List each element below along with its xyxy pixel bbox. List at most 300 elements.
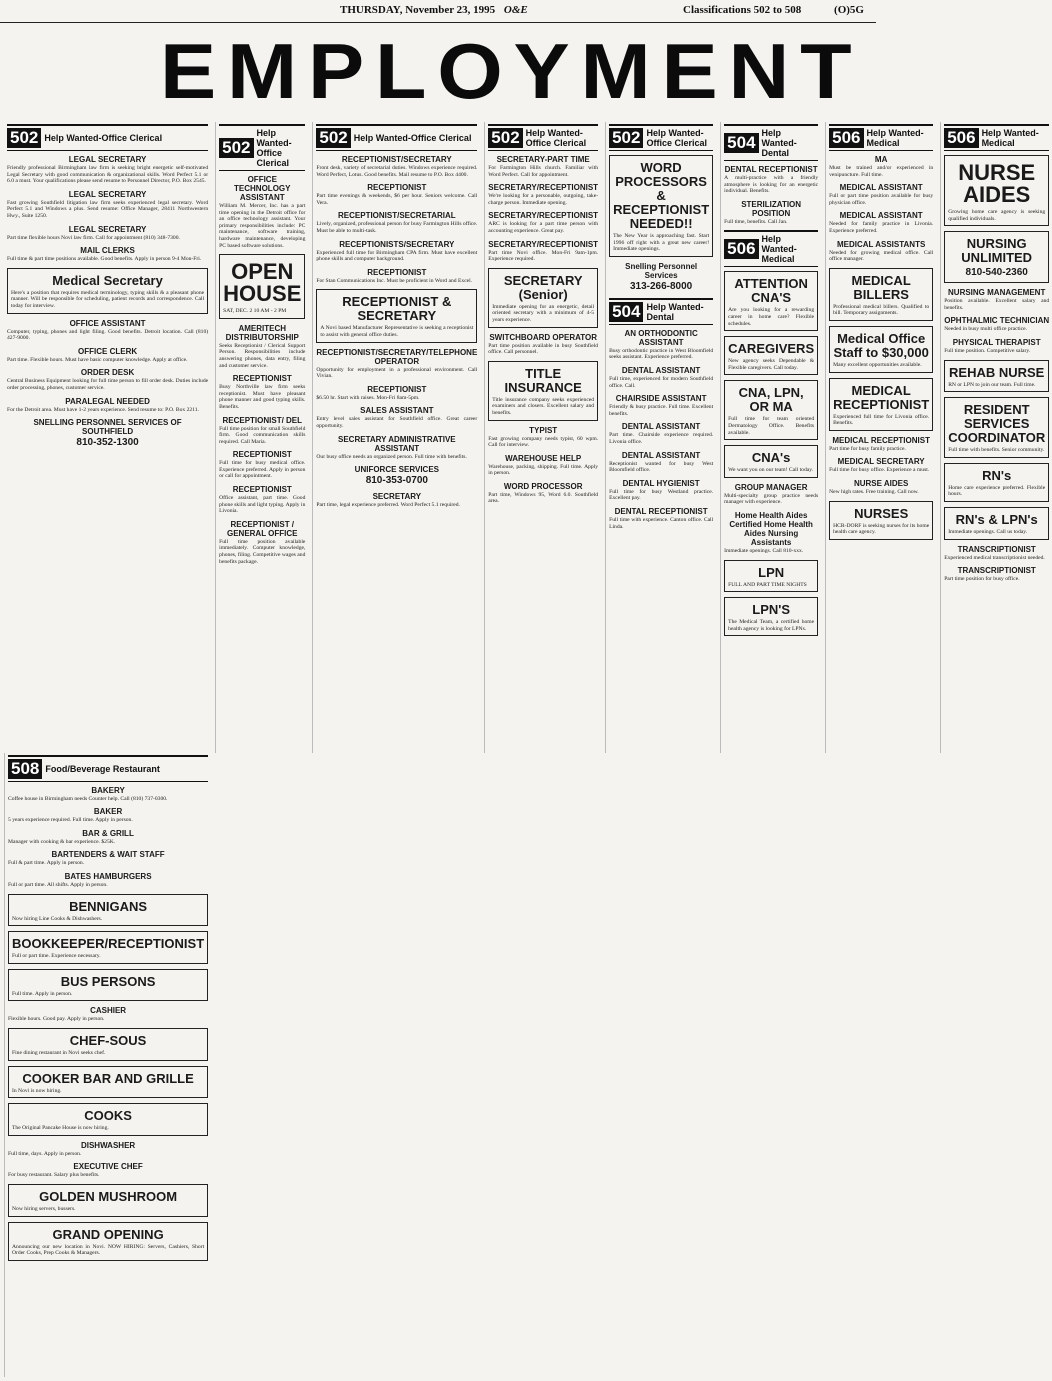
ad-heading: OPEN HOUSE xyxy=(223,259,302,307)
classified-ad xyxy=(724,271,818,331)
ad-body: The Original Pancake House is now hiring. xyxy=(12,1125,109,1132)
ad-heading: RESIDENT SERVICES COORDINATOR xyxy=(948,402,1046,446)
classified-ad xyxy=(944,360,1049,393)
classified-column xyxy=(720,122,821,753)
ad-heading: RECEPTIONIST xyxy=(367,183,427,193)
classified-ad xyxy=(8,850,208,867)
classified-ad xyxy=(609,451,713,474)
classified-ad xyxy=(944,288,1049,311)
category-header xyxy=(7,124,208,151)
ad-body: Full or part time position available for busy physician office. xyxy=(829,193,934,206)
category-number: 504 xyxy=(609,302,643,322)
classified-ad xyxy=(829,155,933,178)
ad-heading: CASHIER xyxy=(90,1006,127,1016)
ad-heading: OFFICE ASSISTANT xyxy=(69,318,146,328)
ad-heading: SECRETARY (Senior) xyxy=(503,272,583,302)
category-number: 502 xyxy=(7,128,41,148)
ad-heading: MEDICAL SECRETARY xyxy=(837,457,925,467)
ad-heading: SNELLING PERSONNEL SERVICES OF SOUTHFIELD xyxy=(33,418,182,437)
ad-body: Front desk, variety of secretarial duties. Windows experience required. Word Perfect, Lotus. Good benefits. Mail resume to P.O. Box 4400. xyxy=(316,165,478,178)
classified-column xyxy=(940,122,1052,753)
ad-heading: BATES HAMBURGERS xyxy=(64,871,152,881)
classified-ad xyxy=(7,246,208,263)
ad-heading: SWITCHBOARD OPERATOR xyxy=(489,332,598,342)
classified-ad xyxy=(219,254,305,319)
classified-ad xyxy=(316,492,477,509)
category-number: 506 xyxy=(944,128,978,148)
ad-heading: GROUP MANAGER xyxy=(734,482,808,492)
ad-heading: MEDICAL ASSISTANT xyxy=(839,211,923,221)
ad-heading: RN's xyxy=(982,467,1012,483)
category-name: Help Wanted-Medical xyxy=(761,234,797,265)
page-header xyxy=(0,0,876,23)
ad-body: Experienced medical transcriptionist needed. xyxy=(944,554,1045,561)
classified-ad xyxy=(488,454,598,477)
ad-heading: RECEPTIONIST & SECRETARY xyxy=(342,294,452,324)
ad-heading: SECRETARY xyxy=(372,492,422,502)
classified-ad xyxy=(724,336,818,375)
classified-ad xyxy=(8,1184,208,1217)
category-header xyxy=(609,298,713,325)
ad-heading: GRAND OPENING xyxy=(52,1226,164,1242)
ad-body: We're looking for a personable, outgoing, take-charge person. Immediate opening. xyxy=(488,193,599,206)
category-number: 506 xyxy=(724,239,758,259)
classified-ad xyxy=(316,211,477,234)
ad-heading: BARTENDERS & WAIT STAFF xyxy=(51,850,165,860)
ad-body: Full time, benefits. Call Jan. xyxy=(724,218,788,225)
classified-ad xyxy=(219,175,305,249)
category-name: Help Wanted-Office Clerical xyxy=(646,128,707,148)
ad-body: Entry level sales assistant for Southfield office. Great career opportunity. xyxy=(316,416,478,429)
category-name: Help Wanted-Medical xyxy=(866,128,924,148)
category-number: 504 xyxy=(724,133,758,153)
ad-body: FULL AND PART TIME NIGHTS xyxy=(728,581,807,588)
ad-heading: STERILIZATION POSITION xyxy=(741,199,802,218)
ad-body: Office assistant, part time. Good phone skills and light typing. Apply in Livonia. xyxy=(219,495,306,515)
ad-heading: EXECUTIVE CHEF xyxy=(73,1162,143,1172)
classified-ad xyxy=(488,155,598,178)
classified-ad xyxy=(7,190,208,220)
ad-body: Central Business Equipment looking for full time person to fill order desk. Duties include order processing, phones, customer service. xyxy=(7,378,209,391)
classified-ad xyxy=(488,426,598,449)
ad-heading: RECEPTIONIST xyxy=(232,450,292,460)
classified-ad xyxy=(829,326,933,373)
ad-body: Needed for growing medical office. Call office manager. xyxy=(829,249,934,263)
ad-heading: CHAIRSIDE ASSISTANT xyxy=(615,394,707,404)
classified-ad xyxy=(219,450,305,480)
ad-heading: AMERITECH DISTRIBUTORSHIP xyxy=(225,323,299,342)
ad-heading: REHAB NURSE xyxy=(949,364,1045,380)
ad-body: Seeks Receptionist / Clerical Support Person. Responsibilities include answering phones, data entry, filing and customer service. xyxy=(219,342,306,369)
ad-body: 5 years experience required. Full time. Apply in person. xyxy=(8,817,133,824)
ad-body: RN or LPN to join our team. Full time. xyxy=(948,381,1036,388)
classified-ad xyxy=(316,289,477,342)
ad-body: For the Detroit area. Must have 1-2 years experience. Send resume to: P.O. Box 2211. xyxy=(7,406,199,413)
classified-column xyxy=(4,753,211,1377)
ad-body: Friendly professional Birmingham law firm is seeking bright energetic self-motivated Legal Secretary with good communication & organizational skills. Word Perfect 5.1 or 6.0 a must. Your qualifications please send resume to Personnel Director, P.O. Box 2545. xyxy=(7,165,209,185)
ad-heading: MEDICAL BILLERS xyxy=(851,272,911,302)
ad-body: Full time & part time positions available. Good benefits. Apply in person 9-4 Mon-Fri. xyxy=(7,256,202,263)
ad-body: Full & part time. Apply in person. xyxy=(8,860,85,867)
ad-heading: SECRETARY/RECEPTIONIST xyxy=(488,183,599,193)
ad-body: Now hiring Line Cooks & Dishwashers. xyxy=(12,915,103,922)
ad-heading: RN's & LPN's xyxy=(955,511,1038,527)
ad-body: Coffee house in Birmingham needs Counter help. Call (810) 737-0300. xyxy=(8,795,168,802)
ad-heading: RECEPTIONIST/SECRETARY xyxy=(341,155,452,164)
ad-body: Full time for team oriented Dermatology Office. Benefits available. xyxy=(728,416,815,436)
classified-ad xyxy=(829,378,933,431)
classified-ad xyxy=(8,1162,208,1179)
ad-body: Part time position for busy office. xyxy=(944,576,1020,583)
ad-heading: MAIL CLERKS xyxy=(80,246,135,256)
classified-ad xyxy=(7,347,208,364)
ad-heading: OFFICE TECHNOLOGY ASSISTANT xyxy=(234,175,291,202)
classified-ad xyxy=(219,416,305,446)
ad-heading: SECRETARY ADMINISTRATIVE ASSISTANT xyxy=(338,434,456,453)
ad-body: Manager with cooking & bar experience. $25K. xyxy=(8,838,116,845)
classified-ad xyxy=(7,368,208,391)
category-header xyxy=(944,124,1049,151)
ad-body: Part time for busy family practice. xyxy=(829,445,906,452)
ad-heading: MEDICAL RECEPTIONIST xyxy=(832,435,930,445)
ad-heading: ATTENTION CNA'S xyxy=(734,276,808,306)
header-date: THURSDAY, November 23, 1995 O&E xyxy=(340,4,528,16)
classified-columns xyxy=(4,122,1050,1377)
ad-heading: LPN xyxy=(758,564,785,580)
classified-ad xyxy=(724,445,818,478)
ad-heading: LEGAL SECRETARY xyxy=(68,224,147,234)
ad-heading: RECEPTIONIST/ DEL xyxy=(222,415,303,425)
ad-body: Our busy office needs an organized person. Full time with benefits. xyxy=(316,453,467,460)
ad-phone: 810-353-0700 xyxy=(365,475,428,487)
ad-heading: LEGAL SECRETARY xyxy=(68,189,147,199)
classified-ad xyxy=(829,211,933,234)
classified-ad xyxy=(316,155,477,178)
category-name: Help Wanted-Medical xyxy=(981,128,1039,148)
ad-heading: BENNIGANS xyxy=(69,898,148,914)
classified-ad xyxy=(316,268,477,285)
classified-ad xyxy=(8,872,208,889)
ad-body: Friendly & busy practice. Full time. Excellent benefits. xyxy=(609,404,714,417)
ad-heading: CHEF-SOUS xyxy=(69,1032,147,1048)
classified-ad xyxy=(488,482,598,505)
classified-ad xyxy=(7,397,208,414)
classified-ad xyxy=(8,786,208,803)
category-number: 508 xyxy=(8,759,42,779)
ad-heading: OFFICE CLERK xyxy=(78,346,138,356)
ad-body: Needed in busy multi office practice. xyxy=(944,326,1028,333)
classified-ad xyxy=(944,316,1049,333)
classified-column xyxy=(825,122,936,753)
ad-heading: Medical Office Staff to $30,000 xyxy=(833,330,929,360)
ad-body: The Medical Team, a certified home health agency is looking for LPNs. xyxy=(728,619,815,632)
classified-ad xyxy=(609,507,713,530)
classified-ad xyxy=(316,385,477,402)
ad-body: ARC is looking for a part time person with accounting experience. Great pay. xyxy=(488,221,599,234)
ad-body: Lively, organized, professional person for busy Farmington Hills office. Must be able to multi-task. xyxy=(316,221,478,234)
classified-ad xyxy=(944,566,1049,583)
category-header xyxy=(8,755,208,782)
ad-body: Announcing our new location in Novi. NOW HIRING: Servers, Cashiers, Short Order Cooks, Prep Cooks & Managers. xyxy=(12,1243,205,1257)
ad-heading: RECEPTIONIST xyxy=(232,374,292,384)
category-header xyxy=(609,124,713,151)
category-header xyxy=(219,124,305,171)
category-name: Help Wanted-Office Clerical xyxy=(256,128,292,168)
category-name: Help Wanted-Office Clerical xyxy=(44,133,163,143)
ad-body: Receptionist wanted for busy West Bloomfield office. xyxy=(609,460,714,474)
ad-phone: 810-352-1300 xyxy=(76,437,139,449)
classified-ad xyxy=(8,807,208,824)
classified-ad xyxy=(724,560,818,593)
ad-body: William M. Mercer, Inc. has a part time opening in the Detroit office for an office technology assistant. Your primary responsibilities include: PC maintenance, software training, hardware maintenance, developing PC based software solutions. xyxy=(219,203,306,249)
ad-heading: PARALEGAL NEEDED xyxy=(65,396,150,406)
classified-ad xyxy=(829,436,933,453)
ad-body: Immediate openings. Call us today. xyxy=(948,528,1028,535)
ad-heading: RECEPTIONISTS/SECRETARY xyxy=(339,239,455,249)
classified-ad xyxy=(316,348,477,380)
ad-heading: RECEPTIONIST/SECRETARIAL xyxy=(338,211,456,221)
ad-heading: LEGAL SECRETARY xyxy=(68,155,147,164)
ad-heading: COOKER BAR AND GRILLE xyxy=(22,1070,194,1086)
ad-body: SAT, DEC. 2 10 AM - 2 PM xyxy=(223,308,287,315)
ad-body: Full time with experience. Canton office. Call Linda. xyxy=(609,516,714,530)
ad-body: Home care experience preferred. Flexible hours. xyxy=(948,484,1046,498)
ad-body: Experienced full time for Birmingham CPA firm. Must have excellent phone skills and computer background. xyxy=(316,249,478,263)
classified-ad xyxy=(8,1103,208,1136)
ad-body: Warehouse, packing, shipping. Full time. Apply in person. xyxy=(488,463,599,477)
ad-heading: WAREHOUSE HELP xyxy=(505,453,582,463)
classified-ad xyxy=(7,268,208,314)
ad-body: Full time for busy medical office. Experience preferred. Apply in person or call for appointment. xyxy=(219,460,306,480)
classified-ad xyxy=(316,406,477,429)
ad-heading: CNA, LPN, OR MA xyxy=(738,385,804,415)
ad-heading: GOLDEN MUSHROOM xyxy=(39,1188,178,1204)
classified-ad xyxy=(829,479,933,496)
ad-heading: SECRETARY/RECEPTIONIST xyxy=(488,211,599,221)
ad-body: Must be trained and/or experienced in venipuncture. Full time. xyxy=(829,165,934,178)
ad-heading: TYPIST xyxy=(529,425,558,435)
classified-ad xyxy=(8,1066,208,1099)
classified-column xyxy=(312,122,480,753)
ad-body: Full time for busy office. Experience a must. xyxy=(829,467,930,474)
classified-ad xyxy=(219,485,305,515)
ad-heading: NURSES xyxy=(854,505,909,521)
classified-ad xyxy=(488,240,598,263)
ad-body: Immediate opening for an energetic, detail oriented secretary with a minimum of 4-5 years experience. xyxy=(492,303,595,323)
ad-body: Part time position available in busy Southfield office. Call personnel. xyxy=(488,342,599,356)
ad-body: Full time. Apply in person. xyxy=(12,990,73,997)
ad-body: Full time with benefits. Senior community. xyxy=(948,447,1045,454)
category-header xyxy=(724,124,818,161)
ad-heading: DENTAL RECEPTIONIST xyxy=(724,165,818,174)
ad-heading: NURSING UNLIMITED xyxy=(961,236,1033,266)
category-name: Help Wanted-Office Clerical xyxy=(353,133,472,143)
classified-ad xyxy=(219,374,305,410)
classified-ad xyxy=(609,422,713,445)
classified-ad xyxy=(8,969,208,1002)
ad-body: For busy restaurant. Salary plus benefits. xyxy=(8,1172,100,1179)
ad-heading: DENTAL HYGIENIST xyxy=(622,478,700,488)
classified-ad xyxy=(829,457,933,474)
classified-ad xyxy=(316,240,477,263)
ad-body: HCR-DORF is seeking nurses for its home health care agency. xyxy=(833,522,930,536)
classified-ad xyxy=(609,479,713,502)
ad-heading: RECEPTIONIST xyxy=(367,384,427,394)
ad-body: A Novi based Manufacturer Representative is seeking a receptionist to assist with general office duties. xyxy=(320,325,474,338)
ad-heading: NURSING MANAGEMENT xyxy=(948,288,1046,298)
banner-title: EMPLOYMENT xyxy=(160,27,863,115)
ad-heading: LPN'S xyxy=(752,602,791,618)
ad-body: Professional medical billers. Qualified to bill. Temporary assignments. xyxy=(833,303,930,317)
classified-ad xyxy=(8,894,208,927)
ad-body: Experienced full time for Livonia office. Benefits. xyxy=(833,413,930,427)
classified-ad xyxy=(316,183,477,206)
classified-ad xyxy=(219,324,305,369)
ad-body: Are you looking for a rewarding career in home care? Flexible schedules. xyxy=(728,307,815,327)
category-name: Help Wanted-Dental xyxy=(646,301,704,322)
header-right: Classifications 502 to 508 (O)5G xyxy=(683,4,864,16)
classified-ad xyxy=(829,240,933,263)
ad-body: Full or part time. Experience necessary. xyxy=(12,953,101,960)
ad-body: For Farmington Hills church. Familiar with Word Perfect. Call for appointment. xyxy=(488,165,599,178)
ad-heading: RECEPTIONIST / GENERAL OFFICE xyxy=(226,519,298,538)
ad-heading: CAREGIVERS xyxy=(728,341,815,357)
classified-ad xyxy=(7,225,208,242)
ad-heading: DENTAL ASSISTANT xyxy=(621,450,701,460)
ad-body: Part time, legal experience preferred. Word Perfect 5.1 required. xyxy=(316,502,460,509)
ad-body: Computer, typing, phones and light filing. Good benefits. Detroit location. Call (810) 427-9000. xyxy=(7,328,209,342)
ad-body: In Novi is now hiring. xyxy=(12,1087,62,1094)
ad-heading: WORD PROCESSORS & RECEPTIONIST NEEDED!! xyxy=(613,160,710,231)
ad-body: Full time, days. Apply in person. xyxy=(8,1150,82,1157)
employment-banner xyxy=(90,27,863,118)
ad-body: Growing home care agency is seeking qualified individuals. xyxy=(948,209,1046,222)
category-header xyxy=(316,124,477,151)
ad-body: Immediate openings. Call 810-xxx. xyxy=(724,547,804,554)
classified-ad xyxy=(488,361,598,421)
ad-body: Part time Novi office. Mon-Fri 9am-1pm. Experience required. xyxy=(488,249,599,263)
ad-body: Full time position available immediately. Computer knowledge, phones, filing. Competitive wages and benefits package. xyxy=(219,538,306,565)
ad-body: Full time position. Competitive salary. xyxy=(944,347,1031,354)
ad-body: Part time. Chairside experience required. Livonia office. xyxy=(609,432,714,445)
ad-heading: MEDICAL ASSISTANT xyxy=(839,183,923,193)
ad-heading: AN ORTHODONTIC ASSISTANT xyxy=(624,328,698,347)
ad-heading: DENTAL ASSISTANT xyxy=(621,422,701,432)
classified-ad xyxy=(724,511,818,555)
ad-body: Opportunity for employment in a professional environment. Call Vivian. xyxy=(316,366,478,380)
ad-body: The New Year is approaching fast. Start 1996 off right with a great new career! Immediate openings. xyxy=(613,233,710,253)
ad-body: New high rates. Free training. Call now. xyxy=(829,488,919,495)
ad-heading: MEDICAL ASSISTANTS xyxy=(837,239,926,249)
category-header xyxy=(829,124,933,151)
ad-heading: MEDICAL RECEPTIONIST xyxy=(833,382,930,412)
classified-ad xyxy=(724,200,818,226)
classified-ad xyxy=(609,366,713,389)
classified-ad xyxy=(944,231,1049,283)
ad-heading: NURSE AIDES xyxy=(853,478,909,488)
ad-body: Part time. Flexible hours. Must have basic computer knowledge. Apply at office. xyxy=(7,356,188,363)
classified-ad xyxy=(7,418,208,449)
ad-heading: DISHWASHER xyxy=(80,1140,136,1150)
category-name: Help Wanted-Dental xyxy=(761,128,797,158)
ad-heading: BAKER xyxy=(93,807,123,817)
category-number: 502 xyxy=(219,138,253,158)
ad-heading: UNIFORCE SERVICES xyxy=(354,465,439,475)
ad-body: Part time flexible hours Novi law firm. Call for appointment (810) 348-7300. xyxy=(7,234,180,241)
ad-heading: WORD PROCESSOR xyxy=(503,481,583,491)
classified-ad xyxy=(609,329,713,361)
classified-ad xyxy=(8,1222,208,1261)
classified-ad xyxy=(488,183,598,206)
classified-ad xyxy=(488,333,598,356)
ad-heading: RECEPTIONIST/SECRETARY/TELEPHONE OPERATOR xyxy=(316,347,478,366)
ad-body: We want you on our team! Call today. xyxy=(728,467,814,474)
category-number: 502 xyxy=(316,128,350,148)
category-number: 506 xyxy=(829,128,863,148)
classified-ad xyxy=(7,319,208,342)
classified-ad xyxy=(7,155,208,185)
ad-heading: TRANSCRIPTIONIST xyxy=(957,544,1036,554)
ad-body: Full time, experienced for modern Southfield office. Call. xyxy=(609,375,714,389)
category-name: Food/Beverage Restaurant xyxy=(45,763,160,774)
classified-ad xyxy=(316,435,477,461)
classified-ad xyxy=(944,155,1049,226)
classified-ad xyxy=(724,165,818,195)
ad-body: Fine dining restaurant in Novi seeks chef. xyxy=(12,1049,106,1056)
ad-body: Many excellent opportunities available. xyxy=(833,361,922,368)
classified-ad xyxy=(944,545,1049,562)
ad-heading: DENTAL RECEPTIONIST xyxy=(614,506,708,516)
classified-ad xyxy=(724,483,818,506)
ad-heading: CNA's xyxy=(751,450,791,466)
ad-heading: DENTAL ASSISTANT xyxy=(621,365,701,375)
ad-heading: SECRETARY-PART TIME xyxy=(496,155,590,164)
category-name: Help Wanted-Office Clerical xyxy=(525,128,587,148)
ad-body: Fast growing company needs typist, 60 wpm. Call for interview. xyxy=(488,435,599,449)
classified-ad xyxy=(724,380,818,440)
ad-body: For Stan Communications Inc. Must be proficient in Word and Excel. xyxy=(316,277,473,284)
classified-ad xyxy=(8,1006,208,1023)
category-number: 502 xyxy=(488,128,522,148)
ad-body: Position available. Excellent salary and benefits. xyxy=(944,298,1050,311)
classified-ad xyxy=(944,507,1049,540)
classified-column xyxy=(605,122,716,753)
classified-ad xyxy=(829,268,933,321)
ad-heading: Home Health Aides Certified Home Health Aides Nursing Assistants xyxy=(729,510,813,547)
ad-heading: BAKERY xyxy=(91,785,125,795)
category-number: 502 xyxy=(609,128,643,148)
classified-ad xyxy=(944,397,1049,458)
classified-ad xyxy=(219,520,305,565)
ad-body: Title insurance company seeks experienced examiners and closers. Excellent salary and benefits. xyxy=(492,396,595,416)
ad-body: Busy Northville law firm seeks receptionist. Must have pleasant phone manner and good typing skills. Benefits. xyxy=(219,384,306,410)
classified-ad xyxy=(316,465,477,487)
classified-column xyxy=(215,122,308,753)
classified-ad xyxy=(944,338,1049,355)
ad-body: Fast growing Southfield litigation law firm seeks experienced legal secretary. Word Perfect 5.1 and Windows a plus. Send resume: Office Manager, 28411 Northwestern Hwy., Suite 1250. xyxy=(7,199,209,219)
ad-body: Busy orthodontic practice in West Bloomfield seeks assistant. Experience preferred. xyxy=(609,347,714,361)
classified-ad xyxy=(488,268,598,328)
ad-body: Part time evenings & weekends, $6 per hour. Seniors welcome. Call Vera. xyxy=(316,193,478,206)
classified-ad xyxy=(724,597,818,636)
ad-heading: RECEPTIONIST xyxy=(232,485,292,495)
classified-ad xyxy=(944,463,1049,502)
ad-heading: ORDER DESK xyxy=(80,368,135,378)
classified-column xyxy=(4,122,211,753)
ad-heading: SECRETARY/RECEPTIONIST xyxy=(488,239,599,249)
classified-column xyxy=(484,122,601,753)
ad-phone: 810-540-2360 xyxy=(965,267,1028,279)
